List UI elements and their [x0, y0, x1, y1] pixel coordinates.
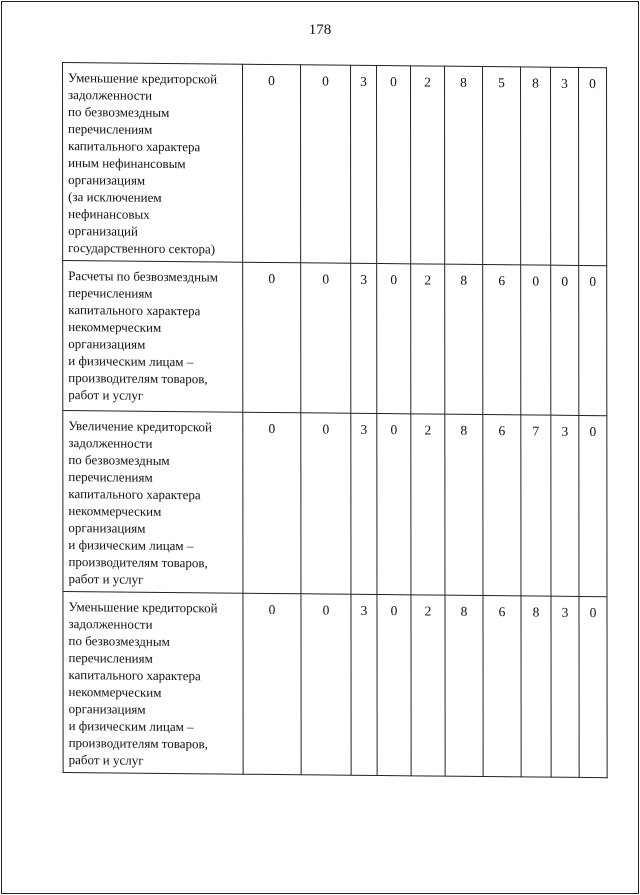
- code-digit: 0: [243, 593, 301, 775]
- code-digit: 0: [301, 263, 351, 413]
- code-digit: 7: [521, 415, 551, 596]
- code-digit: 0: [579, 415, 607, 596]
- code-digit: 2: [411, 414, 445, 595]
- code-digit: 6: [483, 596, 521, 777]
- code-digit: 0: [243, 412, 301, 594]
- code-digit: 0: [377, 414, 411, 595]
- code-digit: 6: [483, 265, 521, 415]
- code-digit: 0: [301, 65, 351, 263]
- code-digit: 3: [551, 415, 579, 596]
- code-digit: 3: [351, 65, 377, 263]
- table-row: [63, 63, 607, 266]
- row-description: Уменьшение кредиторской задолженности по безвозмездным перечислениям капитального характера иным нефинансовым организациям (за исключением нефинансовых организаций государственного сектора): [63, 63, 243, 263]
- code-digit: 0: [377, 264, 411, 414]
- code-digit: 0: [579, 67, 607, 265]
- code-digit: 0: [521, 265, 551, 415]
- code-digit: 3: [551, 596, 579, 777]
- row-description: Расчеты по безвозмездным перечислениям капитального характера некоммерческим организациям и физическим лицам – производителям товаров, работ и услуг: [63, 260, 243, 412]
- code-digit: 6: [483, 415, 521, 596]
- code-digit: 0: [377, 594, 411, 775]
- code-digit: 0: [243, 262, 301, 413]
- code-digit: 3: [351, 594, 377, 775]
- code-digit: 3: [551, 67, 579, 265]
- page-number: 178: [308, 22, 332, 38]
- table-row: [63, 260, 607, 415]
- code-digit: 0: [551, 265, 579, 415]
- code-digit: 3: [351, 263, 377, 413]
- code-digit: 8: [445, 595, 483, 776]
- code-digit: 2: [411, 595, 445, 776]
- table-row: [63, 591, 607, 777]
- row-description: Уменьшение кредиторской задолженности по безвозмездным перечислениям капитального характера некоммерческим организациям и физическим лицам – производителям товаров, работ и услуг: [63, 591, 243, 774]
- code-digit: 2: [411, 66, 445, 264]
- code-digit: 0: [243, 64, 301, 263]
- table-row: [63, 410, 607, 596]
- code-digit: 8: [521, 67, 551, 265]
- code-digit: 0: [377, 66, 411, 264]
- code-digit: 8: [445, 264, 483, 414]
- code-digit: 5: [483, 67, 521, 265]
- code-digit: 2: [411, 264, 445, 414]
- code-digit: 8: [445, 414, 483, 595]
- row-description: Увеличение кредиторской задолженности по безвозмездным перечислениям капитального характера некоммерческим организациям и физическим лицам – производителям товаров, работ и услуг: [63, 410, 243, 593]
- code-digit: 0: [301, 594, 351, 775]
- budget-classification-table: [62, 62, 608, 778]
- code-digit: 0: [579, 265, 607, 415]
- code-digit: 8: [521, 596, 551, 777]
- code-digit: 8: [445, 66, 483, 264]
- code-digit: 0: [301, 413, 351, 594]
- code-digit: 3: [351, 413, 377, 594]
- code-digit: 0: [579, 596, 607, 777]
